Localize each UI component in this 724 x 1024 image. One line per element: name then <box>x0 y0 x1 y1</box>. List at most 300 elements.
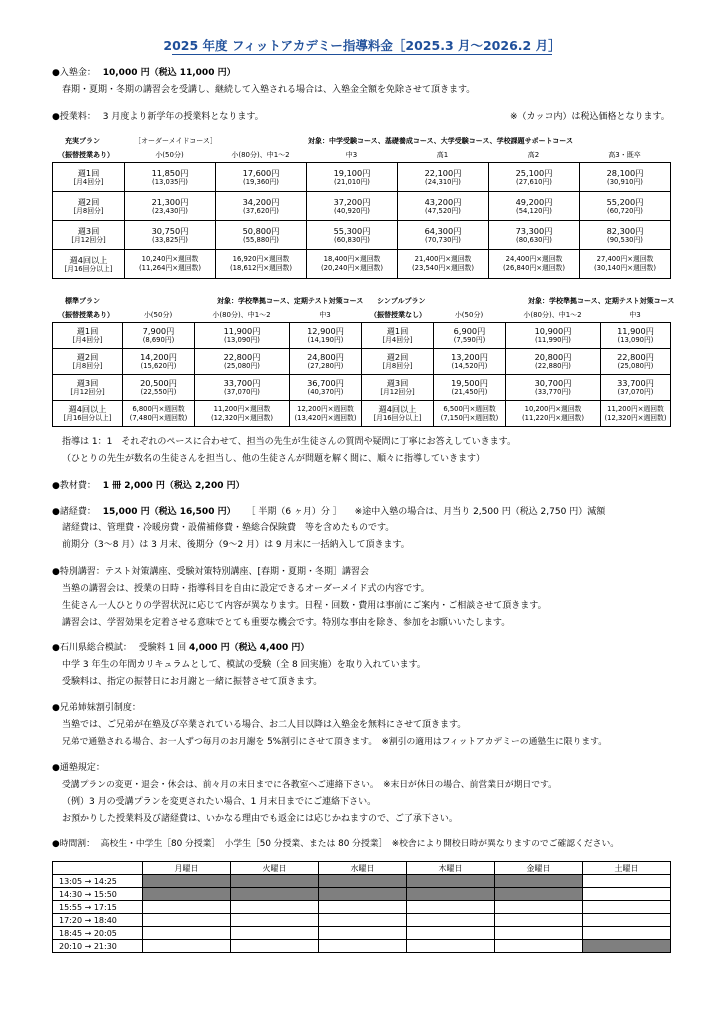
misc-label: ●諸経費： <box>52 507 96 517</box>
juujitsu-col-header: 小(50分) <box>155 151 184 159</box>
materials-label: ●教材費： <box>52 481 96 491</box>
timetable-row <box>53 927 671 940</box>
timetable-slot-label: 18:45 → 20:05 <box>53 927 143 940</box>
title-underline <box>172 54 552 55</box>
standard-fee-cell <box>290 375 362 401</box>
timetable-closed-cell <box>407 888 495 901</box>
fee-value: 16,920円×週回数 <box>232 255 290 263</box>
special-line-2: 生徒さん一人ひとりの学習状況に応じて内容が異なります。日程・回数・費用は事前にご案内・ご相談させて頂きます。 <box>62 601 547 611</box>
fee-taxed: (60,830円) <box>334 235 370 244</box>
juujitsu-plan-note: （振替授業あり） <box>58 151 114 159</box>
juujitsu-fee-cell <box>398 221 489 250</box>
fee-taxed: (37,620円) <box>243 206 279 215</box>
fee-taxed: (11,220円×週回数) <box>522 413 584 422</box>
fee-value: 73,300円 <box>515 225 553 236</box>
fee-taxed: (8,690円) <box>142 336 175 344</box>
frequency-label: 週2回 <box>77 196 100 207</box>
fee-value: 21,400円×週回数 <box>414 255 472 263</box>
fee-taxed: (24,310円) <box>425 177 461 186</box>
fee-taxed: (23,540円×週回数) <box>412 264 474 272</box>
special-line-3: 講習会は、学習効果を定着させる意味でとても重要な機会です。特別な事由を除き、参加をお願いいたします。 <box>62 618 511 628</box>
fee-taxed: (13,090円) <box>224 336 260 344</box>
fee-value: 14,200円 <box>140 352 177 362</box>
admission-line <box>52 67 236 79</box>
standard-fee-cell <box>123 349 195 375</box>
misc-line <box>52 506 605 518</box>
simple-fee-cell <box>506 323 601 349</box>
fee-taxed: (13,090円) <box>617 336 654 344</box>
fee-value: 22,800円 <box>617 352 654 362</box>
fee-value: 11,900円 <box>617 326 654 336</box>
fee-value: 11,200円×週回数 <box>213 404 271 413</box>
juujitsu-row <box>53 221 671 250</box>
timetable-row <box>53 888 671 901</box>
timetable-row <box>53 940 671 953</box>
simple-row-label <box>362 349 434 375</box>
frequency-sub: [月8回分] <box>73 206 104 215</box>
sibling-line-2: 兄弟で通塾される場合、お一人ずつ毎月のお月謝を 5%割引にさせて頂きます。 ※割引の適用はフィットアカデミーの通塾生に限ります。 <box>62 737 608 747</box>
timetable-label: ●時間割： <box>52 839 95 849</box>
fee-taxed: (13,420円×週回数) <box>294 413 357 422</box>
juujitsu-col-header: 高2 <box>527 151 540 159</box>
fee-value: 10,900円 <box>534 326 572 336</box>
standard-row-label <box>53 375 123 401</box>
simple-fee-cell <box>601 401 671 427</box>
ratio-note-1: 指導は 1：1 それぞれのペースに合わせて、担当の先生が生徒さんの質問や疑問に丁寧にお答えしていきます。 <box>62 437 516 447</box>
fee-taxed: (14,190円) <box>307 336 344 344</box>
fee-taxed: (30,910円) <box>607 177 643 186</box>
fee-value: 6,500円×週回数 <box>443 404 496 413</box>
frequency-label: 週1回 <box>386 326 409 336</box>
fee-taxed: (90,530円) <box>607 235 643 244</box>
page-title: 2025 年度 フィットアカデミー指導料金［2025.3 月～2026.2 月］ <box>163 38 561 53</box>
standard-simple-row <box>53 401 671 427</box>
fee-value: 11,850円 <box>151 167 189 178</box>
timetable-open-cell <box>495 927 583 940</box>
fee-taxed: (12,320円×週回数) <box>604 413 667 422</box>
timetable-open-cell <box>495 940 583 953</box>
tuition-label: ●授業料： <box>52 112 96 122</box>
standard-row-label <box>53 323 123 349</box>
frequency-sub: [月4回分] <box>72 336 103 344</box>
fee-taxed: (40,370円) <box>307 388 344 396</box>
simple-fee-cell <box>434 349 506 375</box>
simple-row-label <box>362 375 434 401</box>
juujitsu-fee-cell <box>307 221 398 250</box>
juujitsu-fee-cell <box>489 163 580 192</box>
juujitsu-fee-cell <box>307 192 398 221</box>
juujitsu-row <box>53 192 671 221</box>
frequency-sub: [月8回分] <box>72 362 103 370</box>
fee-taxed: (11,264円×週回数) <box>139 264 201 272</box>
timetable-open-cell <box>319 927 407 940</box>
standard-target: 対象：学校準拠コース、定期テスト対策コース <box>217 297 364 305</box>
fee-taxed: (54,120円) <box>516 206 552 215</box>
frequency-sub: [月16回分以上] <box>64 264 113 273</box>
timetable-open-cell <box>583 888 671 901</box>
simple-fee-cell <box>434 401 506 427</box>
timetable-open-cell <box>231 914 319 927</box>
fee-taxed: (37,070円) <box>617 388 654 396</box>
timetable-day-header: 金曜日 <box>495 862 583 875</box>
rules-line-2: （例）3 月の受講プランを変更されたい場合、1 月末日までにご連絡下さい。 <box>62 797 377 807</box>
sibling-label: ●兄弟姉妹割引制度： <box>52 703 141 713</box>
standard-simple-row <box>53 375 671 401</box>
frequency-label: 週1回 <box>76 326 99 336</box>
fee-value: 12,900円 <box>307 326 344 336</box>
timetable-slot-label: 20:10 → 21:30 <box>53 940 143 953</box>
fee-value: 18,400円×週回数 <box>323 255 381 263</box>
fee-value: 24,400円×週回数 <box>505 255 563 263</box>
fee-taxed: (18,612円×週回数) <box>230 264 292 272</box>
frequency-sub: [月4回分] <box>382 336 413 344</box>
standard-plan-name: 標準プラン <box>65 297 100 305</box>
fee-value: 28,100円 <box>606 167 644 178</box>
timetable-closed-cell <box>319 888 407 901</box>
frequency-sub: [月12回分] <box>70 388 105 396</box>
fee-taxed: (19,360円) <box>243 177 279 186</box>
standard-simple-fee-table <box>52 322 671 427</box>
timetable-row <box>53 914 671 927</box>
juujitsu-fee-cell <box>580 221 671 250</box>
materials-amount: 1 冊 2,000 円（税込 2,200 円） <box>102 481 245 491</box>
fee-taxed: (27,610円) <box>516 177 552 186</box>
fee-value: 30,700円 <box>534 378 572 388</box>
timetable-open-cell <box>495 901 583 914</box>
timetable-header-row <box>53 862 671 875</box>
frequency-label: 週3回 <box>76 378 99 388</box>
frequency-label: 週3回 <box>77 225 100 236</box>
standard-simple-col-header: 小(80分)、中1～2 <box>523 311 582 319</box>
simple-fee-cell <box>434 375 506 401</box>
simple-fee-cell <box>434 323 506 349</box>
juujitsu-fee-cell <box>216 163 307 192</box>
timetable-open-cell <box>583 927 671 940</box>
juujitsu-fee-cell <box>307 250 398 279</box>
timetable-open-cell <box>143 927 231 940</box>
juujitsu-fee-cell <box>580 163 671 192</box>
fee-taxed: (37,070円) <box>224 388 260 396</box>
fee-value: 11,900円 <box>223 326 261 336</box>
fee-value: 55,200円 <box>606 196 644 207</box>
special-line-1: 当塾の講習会は、授業の日時・指導科目を自由に設定できるオーダーメイド式の内容です。 <box>62 584 430 594</box>
fee-taxed: (26,840円×週回数) <box>503 264 565 272</box>
frequency-label: 週2回 <box>76 352 99 362</box>
tax-note: ※（カッコ内）は税込価格となります。 <box>510 112 670 122</box>
fee-value: 37,200円 <box>333 196 371 207</box>
timetable-open-cell <box>407 914 495 927</box>
fee-taxed: (14,520円) <box>451 362 488 370</box>
timetable-closed-cell <box>143 888 231 901</box>
frequency-sub: [月8回分] <box>382 362 413 370</box>
fee-taxed: (7,480円×週回数) <box>129 413 188 422</box>
frequency-label: 週3回 <box>386 378 409 388</box>
fee-value: 19,500円 <box>451 378 488 388</box>
fee-taxed: (33,825円) <box>152 235 188 244</box>
fee-value: 82,300円 <box>606 225 644 236</box>
juujitsu-fee-cell <box>307 163 398 192</box>
fee-value: 21,300円 <box>151 196 189 207</box>
misc-line-3: 前期分（3～8 月）は 3 月末、後期分（9～2 月）は 9 月末に一括納入して頂きます。 <box>62 540 410 550</box>
fee-taxed: (22,880円) <box>535 362 571 370</box>
juujitsu-fee-cell <box>216 221 307 250</box>
simple-fee-cell <box>601 349 671 375</box>
simple-target: 対象：学校準拠コース、定期テスト対策コース <box>528 297 675 305</box>
admission-label: ●入塾金： <box>52 68 96 78</box>
fee-value: 11,200円×週回数 <box>607 404 664 413</box>
juujitsu-fee-cell <box>216 250 307 279</box>
timetable-closed-cell <box>319 875 407 888</box>
fee-taxed: (7,150円×週回数) <box>440 413 499 422</box>
frequency-sub: [月16回分以上] <box>373 414 422 422</box>
frequency-label: 週4回以上 <box>69 254 108 265</box>
fee-taxed: (70,730円) <box>425 235 461 244</box>
timetable-day-header: 火曜日 <box>231 862 319 875</box>
tuition-text: 3 月度より新学年の授業料となります。 <box>102 112 264 122</box>
misc-line-2: 諸経費は、管理費・冷暖房費・設備補修費・塾総合保険費 等を含めたものです。 <box>62 523 395 533</box>
standard-fee-cell <box>123 375 195 401</box>
fee-taxed: (13,035円) <box>152 177 188 186</box>
rules-line-1: 受講プランの変更・退会・休会は、前々月の末日までに各教室へご連絡下さい。 ※末日が休日の場合、前営業日が期日です。 <box>62 780 557 790</box>
timetable-closed-cell <box>231 875 319 888</box>
juujitsu-fee-cell <box>489 221 580 250</box>
timetable-open-cell <box>319 901 407 914</box>
frequency-sub: [月12回分] <box>380 388 415 396</box>
fee-taxed: (23,430円) <box>152 206 188 215</box>
mock-label: ●石川県総合模試： <box>52 643 132 653</box>
mock-line <box>52 642 309 654</box>
fee-value: 55,300円 <box>333 225 371 236</box>
rules-line-3: お預かりした授業料及び諸経費は、いかなる理由でも返金には応じかねますので、ご了承下さい。 <box>62 814 458 824</box>
timetable-closed-cell <box>495 875 583 888</box>
mock-fee-text: 受験料 1 回 <box>138 643 190 653</box>
fee-taxed: (21,450円) <box>451 388 488 396</box>
fee-value: 10,200円×週回数 <box>524 404 582 413</box>
standard-plan-note: （振替授業あり） <box>58 311 114 319</box>
fee-taxed: (60,720円) <box>607 206 643 215</box>
fee-value: 20,500円 <box>140 378 177 388</box>
juujitsu-fee-cell <box>216 192 307 221</box>
juujitsu-row-label <box>53 163 125 192</box>
fee-taxed: (22,550円) <box>140 388 177 396</box>
juujitsu-fee-cell <box>580 192 671 221</box>
admission-amount: 10,000 円（税込 11,000 円） <box>102 68 236 78</box>
timetable-closed-cell <box>583 940 671 953</box>
timetable-slot-label: 17:20 → 18:40 <box>53 914 143 927</box>
timetable-open-cell <box>319 914 407 927</box>
juujitsu-col-header: 中3 <box>345 151 358 159</box>
fee-taxed: (20,240円×週回数) <box>321 264 383 272</box>
fee-value: 12,200円×週回数 <box>297 404 354 413</box>
fee-taxed: (33,770円) <box>535 388 571 396</box>
juujitsu-fee-cell <box>398 192 489 221</box>
standard-simple-col-header: 小(80分)、中1～2 <box>212 311 271 319</box>
fee-value: 33,700円 <box>223 378 261 388</box>
standard-simple-row <box>53 323 671 349</box>
timetable-slot-label: 14:30 → 15:50 <box>53 888 143 901</box>
standard-fee-cell <box>123 323 195 349</box>
fee-value: 17,600円 <box>242 167 280 178</box>
fee-value: 22,800円 <box>223 352 261 362</box>
frequency-label: 週4回以上 <box>378 404 417 414</box>
timetable-desc: 高校生・中学生［80 分授業］ 小学生［50 分授業、または 80 分授業］ ※校舎により開校日時が異なりますのでご確認ください。 <box>100 839 620 849</box>
fee-value: 6,800円×週回数 <box>132 404 185 413</box>
fee-taxed: (12,320円×週回数) <box>211 413 273 422</box>
juujitsu-fee-cell <box>125 250 216 279</box>
fee-value: 24,800円 <box>307 352 344 362</box>
fee-value: 19,100円 <box>333 167 371 178</box>
simple-fee-cell <box>506 349 601 375</box>
timetable-open-cell <box>231 940 319 953</box>
fee-value: 27,400円×週回数 <box>596 255 654 263</box>
mock-line-2: 受験料は、指定の振替日にお月謝と一緒に振替させて頂きます。 <box>62 677 323 687</box>
timetable-day-header: 木曜日 <box>407 862 495 875</box>
juujitsu-fee-cell <box>489 192 580 221</box>
standard-fee-cell <box>195 375 290 401</box>
timetable-day-header: 土曜日 <box>583 862 671 875</box>
simple-fee-cell <box>506 401 601 427</box>
standard-simple-col-header: 中3 <box>319 311 331 319</box>
mock-fee: 4,000 円（税込 4,400 円） <box>189 643 310 653</box>
rules-label: ●通塾規定： <box>52 763 105 773</box>
frequency-label: 週4回以上 <box>68 404 107 414</box>
standard-row-label <box>53 349 123 375</box>
standard-simple-col-header: 小(50分) <box>454 311 484 319</box>
juujitsu-col-header: 小(80分)、中1～2 <box>231 151 290 159</box>
timetable-open-cell <box>583 914 671 927</box>
timetable-open-cell <box>495 914 583 927</box>
juujitsu-fee-cell <box>398 250 489 279</box>
juujitsu-fee-cell <box>125 163 216 192</box>
materials-line <box>52 480 245 492</box>
fee-value: 10,240円×週回数 <box>141 255 199 263</box>
juujitsu-fee-cell <box>580 250 671 279</box>
standard-fee-cell <box>290 323 362 349</box>
timetable-closed-cell <box>231 888 319 901</box>
simple-row-label <box>362 323 434 349</box>
standard-fee-cell <box>290 401 362 427</box>
timetable-open-cell <box>143 940 231 953</box>
mock-line-1: 中学 3 年生の年間カリキュラムとして、模試の受験（全 8 回実施）を取り入れています。 <box>62 660 426 670</box>
timetable-grid <box>52 861 671 953</box>
timetable-open-cell <box>583 901 671 914</box>
standard-simple-row <box>53 349 671 375</box>
timetable-row <box>53 901 671 914</box>
frequency-label: 週2回 <box>386 352 409 362</box>
timetable-day-header: 水曜日 <box>319 862 407 875</box>
timetable-day-header: 月曜日 <box>143 862 231 875</box>
timetable-closed-cell <box>495 888 583 901</box>
fee-value: 30,750円 <box>151 225 189 236</box>
juujitsu-target: 対象：中学受験コース、基礎養成コース、大学受験コース、学校課題サポートコース <box>308 137 573 145</box>
special-label: ●特別講習：テスト対策講座、受験対策特別講座、[春期・夏期・冬期］講習会 <box>52 567 370 577</box>
juujitsu-row <box>53 250 671 279</box>
fee-value: 36,700円 <box>307 378 344 388</box>
timetable-line <box>52 838 619 850</box>
frequency-sub: [月16回分以上] <box>63 414 112 422</box>
misc-midway: ※途中入塾の場合は、月当り 2,500 円（税込 2,750 円）減額 <box>354 507 606 517</box>
standard-fee-cell <box>123 401 195 427</box>
timetable-open-cell <box>583 875 671 888</box>
fee-value: 50,800円 <box>242 225 280 236</box>
fee-taxed: (40,920円) <box>334 206 370 215</box>
frequency-sub: [月12回分] <box>71 235 106 244</box>
fee-taxed: (7,590円) <box>453 336 486 344</box>
juujitsu-row-label <box>53 192 125 221</box>
fee-value: 7,900円 <box>142 326 175 336</box>
simple-plan-note: （振替授業なし） <box>370 311 426 319</box>
fee-taxed: (25,080円) <box>617 362 654 370</box>
simple-plan-name: シンプルプラン <box>377 297 426 305</box>
standard-fee-cell <box>195 349 290 375</box>
misc-period: ［ 半期（6 ヶ月）分 ］ <box>246 507 342 517</box>
timetable-open-cell <box>231 901 319 914</box>
timetable-corner-cell <box>53 862 143 875</box>
fee-value: 25,100円 <box>515 167 553 178</box>
admission-note: 春期・夏期・冬期の講習会を受講し、継続して入塾される場合は、入塾金全額を免除させて頂きます。 <box>62 85 476 95</box>
juujitsu-fee-cell <box>398 163 489 192</box>
timetable-open-cell <box>143 914 231 927</box>
fee-value: 33,700円 <box>617 378 654 388</box>
fee-taxed: (25,080円) <box>224 362 260 370</box>
frequency-sub: [月4回分] <box>73 177 104 186</box>
fee-taxed: (27,280円) <box>307 362 344 370</box>
timetable-slot-label: 13:05 → 14:25 <box>53 875 143 888</box>
fee-value: 34,200円 <box>242 196 280 207</box>
fee-taxed: (11,990円) <box>535 336 571 344</box>
timetable-open-cell <box>407 927 495 940</box>
juujitsu-course-type: ［オーダーメイドコース］ <box>134 137 217 145</box>
fee-value: 20,800円 <box>534 352 572 362</box>
tuition-line <box>52 111 264 123</box>
timetable-slot-label: 15:55 → 17:15 <box>53 901 143 914</box>
simple-row-label <box>362 401 434 427</box>
frequency-label: 週1回 <box>77 167 100 178</box>
timetable-open-cell <box>319 940 407 953</box>
timetable-closed-cell <box>143 875 231 888</box>
fee-value: 6,900円 <box>453 326 486 336</box>
ratio-note-2: （ひとりの先生が数名の生徒さんを担当し、他の生徒さんが問題を解く間に、順々に指導していきます） <box>62 454 486 464</box>
juujitsu-row <box>53 163 671 192</box>
fee-taxed: (21,010円) <box>334 177 370 186</box>
juujitsu-fee-table <box>52 162 671 279</box>
timetable-open-cell <box>231 927 319 940</box>
juujitsu-fee-cell <box>489 250 580 279</box>
timetable-closed-cell <box>407 875 495 888</box>
juujitsu-plan-name: 充実プラン <box>65 137 100 145</box>
timetable-row <box>53 875 671 888</box>
fee-taxed: (80,630円) <box>516 235 552 244</box>
fee-taxed: (15,620円) <box>140 362 177 370</box>
juujitsu-fee-cell <box>125 192 216 221</box>
fee-value: 13,200円 <box>451 352 488 362</box>
fee-value: 22,100円 <box>424 167 462 178</box>
simple-fee-cell <box>506 375 601 401</box>
simple-fee-cell <box>601 375 671 401</box>
fee-value: 43,200円 <box>424 196 462 207</box>
juujitsu-col-header: 高1 <box>436 151 449 159</box>
sibling-line-1: 当塾では、ご兄弟が在塾及び卒業されている場合、お二人目以降は入塾金を無料にさせて頂きます。 <box>62 720 467 730</box>
standard-fee-cell <box>290 349 362 375</box>
simple-fee-cell <box>601 323 671 349</box>
standard-fee-cell <box>195 401 290 427</box>
fee-value: 64,300円 <box>424 225 462 236</box>
juujitsu-fee-cell <box>125 221 216 250</box>
fee-taxed: (30,140円×週回数) <box>594 264 656 272</box>
timetable-open-cell <box>407 940 495 953</box>
standard-simple-col-header: 小(50分) <box>143 311 173 319</box>
juujitsu-row-label <box>53 250 125 279</box>
